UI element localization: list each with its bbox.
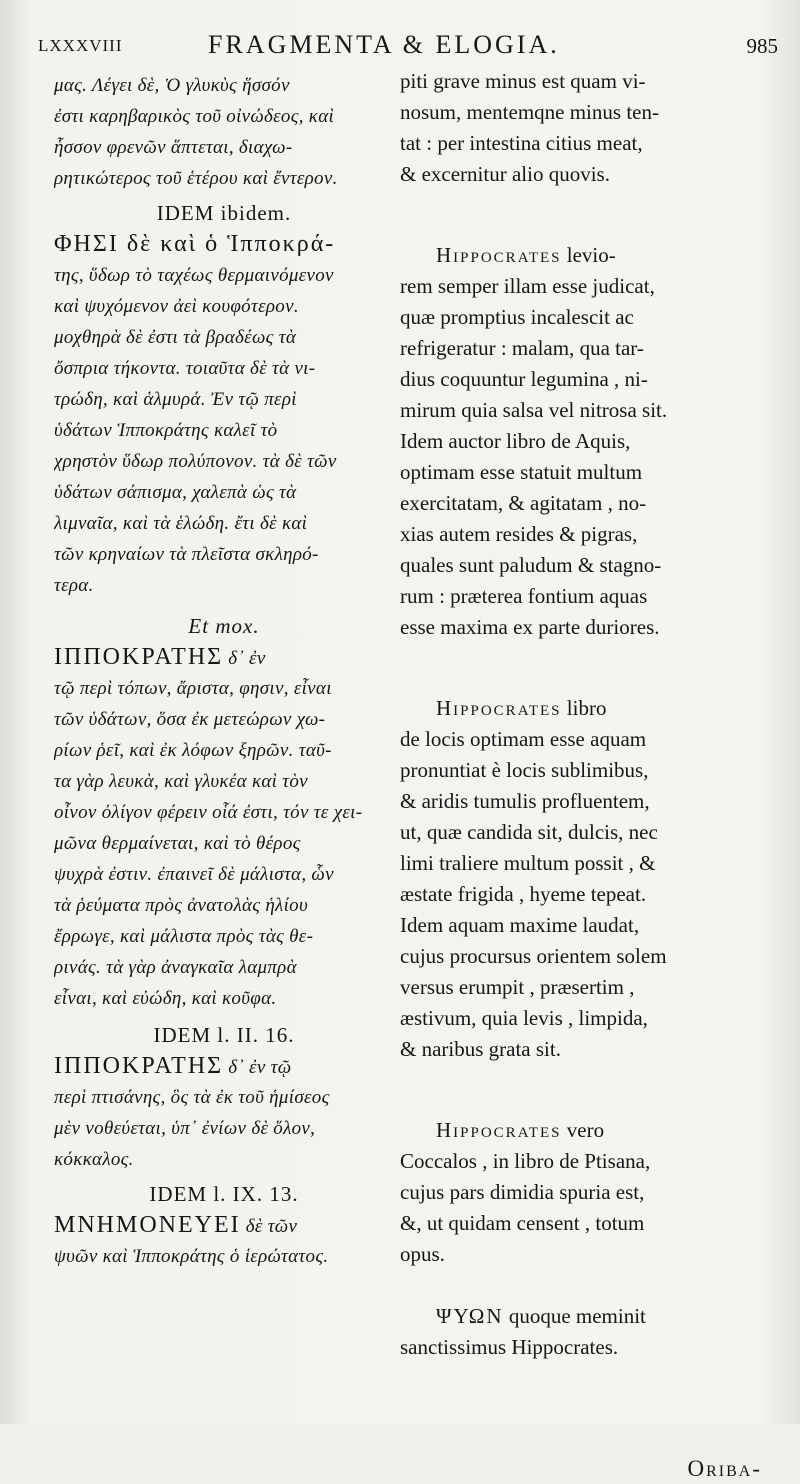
author-name: Hippocrates	[436, 696, 562, 720]
text-line: ut, quæ candida sit, dulcis, nec	[400, 820, 658, 844]
text-line: ρινάς. τὰ γὰρ ἀναγκαῖα λαμπρὰ	[54, 957, 297, 978]
section-heading: IDEM l. IX. 13.	[149, 1182, 299, 1206]
text-fragment: δ᾽ ἐν τῷ	[228, 1057, 292, 1078]
running-title: FRAGMENTA & ELOGIA.	[208, 30, 560, 59]
text-line: versus erumpit , præsertim ,	[400, 975, 635, 999]
text-line: nosum, mentemqne minus ten-	[400, 100, 659, 124]
text-fragment: libro	[561, 696, 607, 720]
text-line: της, ὕδωρ τὸ ταχέως θερμαινόμενον	[54, 265, 334, 286]
text-line: rem semper illam esse judicat,	[400, 274, 655, 298]
catchword: Oriba-	[687, 1456, 762, 1481]
text-line: ἐστι καρηβαρικὸς τοῦ οἰνώδεος, καὶ	[54, 106, 335, 127]
text-line: limi traliere multum possit , &	[400, 851, 656, 875]
text-line: & excernitur alio quovis.	[400, 162, 610, 186]
text-line: esse maxima ex parte duriores.	[400, 615, 660, 639]
section-heading: IDEM ibidem.	[156, 201, 292, 225]
text-line: τα γὰρ λευκὰ, καὶ γλυκέα καὶ τὸν	[54, 771, 308, 792]
greek-column	[54, 70, 394, 1272]
text-line: μῶνα θερμαίνεται, καὶ τὸ θέρος	[54, 833, 301, 854]
text-line: ἧσσον φρενῶν ἅπτεται, διαχω-	[54, 137, 293, 158]
text-line: exercitatam, & agitatam , no-	[400, 491, 647, 515]
text-line: ὄσπρια τήκοντα. τοιαῦτα δὲ τὰ νι-	[54, 358, 316, 379]
text-line: mirum quia salsa vel nitrosa sit.	[400, 398, 668, 422]
text-line: optimam esse statuit multum	[400, 460, 643, 484]
text-fragment: levio-	[561, 243, 616, 267]
section-heading-text: Et mox.	[188, 614, 260, 638]
greek-word-caps: ΜΝΗΜΟΝΕΥΕΙ	[54, 1212, 241, 1238]
text-line: rum : præterea fontium aquas	[400, 584, 648, 608]
paragraph-gap	[400, 1065, 762, 1115]
running-head	[38, 30, 778, 64]
greek-name-caps: ΙΠΠΟΚΡΑΤΗΣ	[54, 1053, 224, 1079]
text-line: opus.	[400, 1242, 445, 1266]
section-number: LXXXVIII	[38, 36, 123, 55]
text-fragment: quoque meminit	[503, 1304, 646, 1328]
text-line	[400, 1115, 762, 1146]
text-line: & aridis tumulis profluentem,	[400, 789, 650, 813]
greek-name-caps: ΙΠΠΟΚΡΑΤΗΣ	[54, 644, 224, 670]
text-line: de locis optimam esse aquam	[400, 727, 647, 751]
text-line: ΦΗΣΙ δὲ καὶ ὁ Ἱπποκρά-	[54, 231, 336, 257]
text-line: quæ promptius incalescit ac	[400, 305, 634, 329]
text-line	[54, 229, 394, 260]
text-line: περὶ πτισάνης, ὃς τὰ ἐκ τοῦ ἡμίσεος	[54, 1087, 330, 1108]
text-line: æstate frigida , hyeme tepeat.	[400, 882, 647, 906]
author-name: Hippocrates	[436, 243, 562, 267]
text-line: ψυῶν καὶ Ἱπποκράτης ὁ ἱερώτατος.	[54, 1246, 329, 1267]
text-line: ψυχρὰ ἐστιν. ἐπαινεῖ δὲ μάλιστα, ὧν	[54, 864, 334, 885]
author-name: Hippocrates	[436, 1118, 562, 1142]
paragraph-gap	[400, 1270, 762, 1301]
latin-column	[400, 66, 762, 1484]
text-line	[54, 642, 394, 673]
text-line: Idem auctor libro de Aquis,	[400, 429, 631, 453]
text-line: ὑδάτων Ἱπποκράτης καλεῖ τὸ	[54, 420, 278, 441]
text-line: τῶν κρηναίων τὰ πλεῖστα σκληρό-	[54, 544, 319, 565]
text-line: οἶνον ὀλίγον φέρειν οἷά ἐστι, τόν τε χει-	[54, 802, 363, 823]
text-line: tat : per intestina citius meat,	[400, 131, 643, 155]
text-line: cujus pars dimidia spuria est,	[400, 1180, 645, 1204]
text-line: ἔρρωγε, καὶ μάλιστα πρὸς τὰς θε-	[54, 926, 314, 947]
text-line: piti grave minus est quam vi-	[400, 69, 646, 93]
text-line	[400, 240, 762, 271]
text-line: &, ut quidam censent , totum	[400, 1211, 645, 1235]
text-line	[54, 1210, 394, 1241]
paragraph-gap	[400, 190, 762, 240]
text-line: & naribus grata sit.	[400, 1037, 561, 1061]
text-line: τὰ ῥεύματα πρὸς ἀνατολὰς ἡλίου	[54, 895, 308, 916]
text-line: sanctissimus Hippocrates.	[400, 1335, 619, 1359]
text-line: χρηστὸν ὕδωρ πολύπονον. τὰ δὲ τῶν	[54, 451, 337, 472]
text-line: μας. Λέγει δὲ, Ὁ γλυκὺς ἥσσόν	[54, 75, 290, 96]
text-line: εἶναι, καὶ εὐώδη, καὶ κοῦφα.	[54, 988, 277, 1009]
text-line: ρίων ῥεῖ, καὶ ἐκ λόφων ξηρῶν. ταῦ-	[54, 740, 332, 761]
text-line: τερα.	[54, 575, 94, 596]
text-line: μὲν νοθεύεται, ὑπ᾽ ἐνίων δὲ ὅλον,	[54, 1118, 316, 1139]
text-line: quales sunt paludum & stagno-	[400, 553, 662, 577]
text-line: καὶ ψυχόμενον ἀεὶ κουφότερον.	[54, 296, 299, 317]
text-fragment: δ᾽ ἐν	[228, 648, 266, 669]
section-heading	[54, 611, 394, 642]
text-line: τῷ περὶ τόπων, ἄριστα, φησιν, εἶναι	[54, 678, 332, 699]
text-fragment: vero	[561, 1118, 605, 1142]
section-heading: IDEM l. II. 16.	[153, 1023, 295, 1047]
text-line: xias autem resides & pigras,	[400, 522, 638, 546]
text-line: cujus procursus orientem solem	[400, 944, 667, 968]
text-line: æstivum, quia levis , limpida,	[400, 1006, 648, 1030]
text-line: λιμναῖα, καὶ τὰ ἑλώδη. ἔτι δὲ καὶ	[54, 513, 308, 534]
text-line: κόκκαλος.	[54, 1149, 134, 1170]
text-line: τρώδη, καὶ ἁλμυρά. Ἐν τῷ περὶ	[54, 389, 297, 410]
greek-word-caps: ΨΥΩΝ	[436, 1304, 504, 1328]
text-line: τῶν ὑδάτων, ὅσα ἐκ μετεώρων χω-	[54, 709, 326, 730]
text-line: Idem aquam maxime laudat,	[400, 913, 640, 937]
text-line: ρητικώτερος τοῦ ἑτέρου καὶ ἔντερον.	[54, 168, 338, 189]
text-line: pronuntiat è locis sublimibus,	[400, 758, 649, 782]
text-line: Coccalos , in libro de Ptisana,	[400, 1149, 651, 1173]
text-line	[400, 1301, 762, 1332]
paragraph-gap	[400, 643, 762, 693]
text-line: ὑδάτων σάπισμα, χαλεπὰ ὡς τὰ	[54, 482, 297, 503]
page-number: 985	[746, 34, 778, 58]
text-fragment: δὲ τῶν	[245, 1216, 298, 1237]
paragraph-gap	[400, 1363, 762, 1453]
text-line: refrigeratur : malam, qua tar-	[400, 336, 644, 360]
text-line: dius coquuntur legumina , ni-	[400, 367, 648, 391]
text-line	[54, 1051, 394, 1082]
text-line: μοχθηρὰ δὲ ἐστι τὰ βραδέως τὰ	[54, 327, 297, 348]
text-line	[400, 693, 762, 724]
